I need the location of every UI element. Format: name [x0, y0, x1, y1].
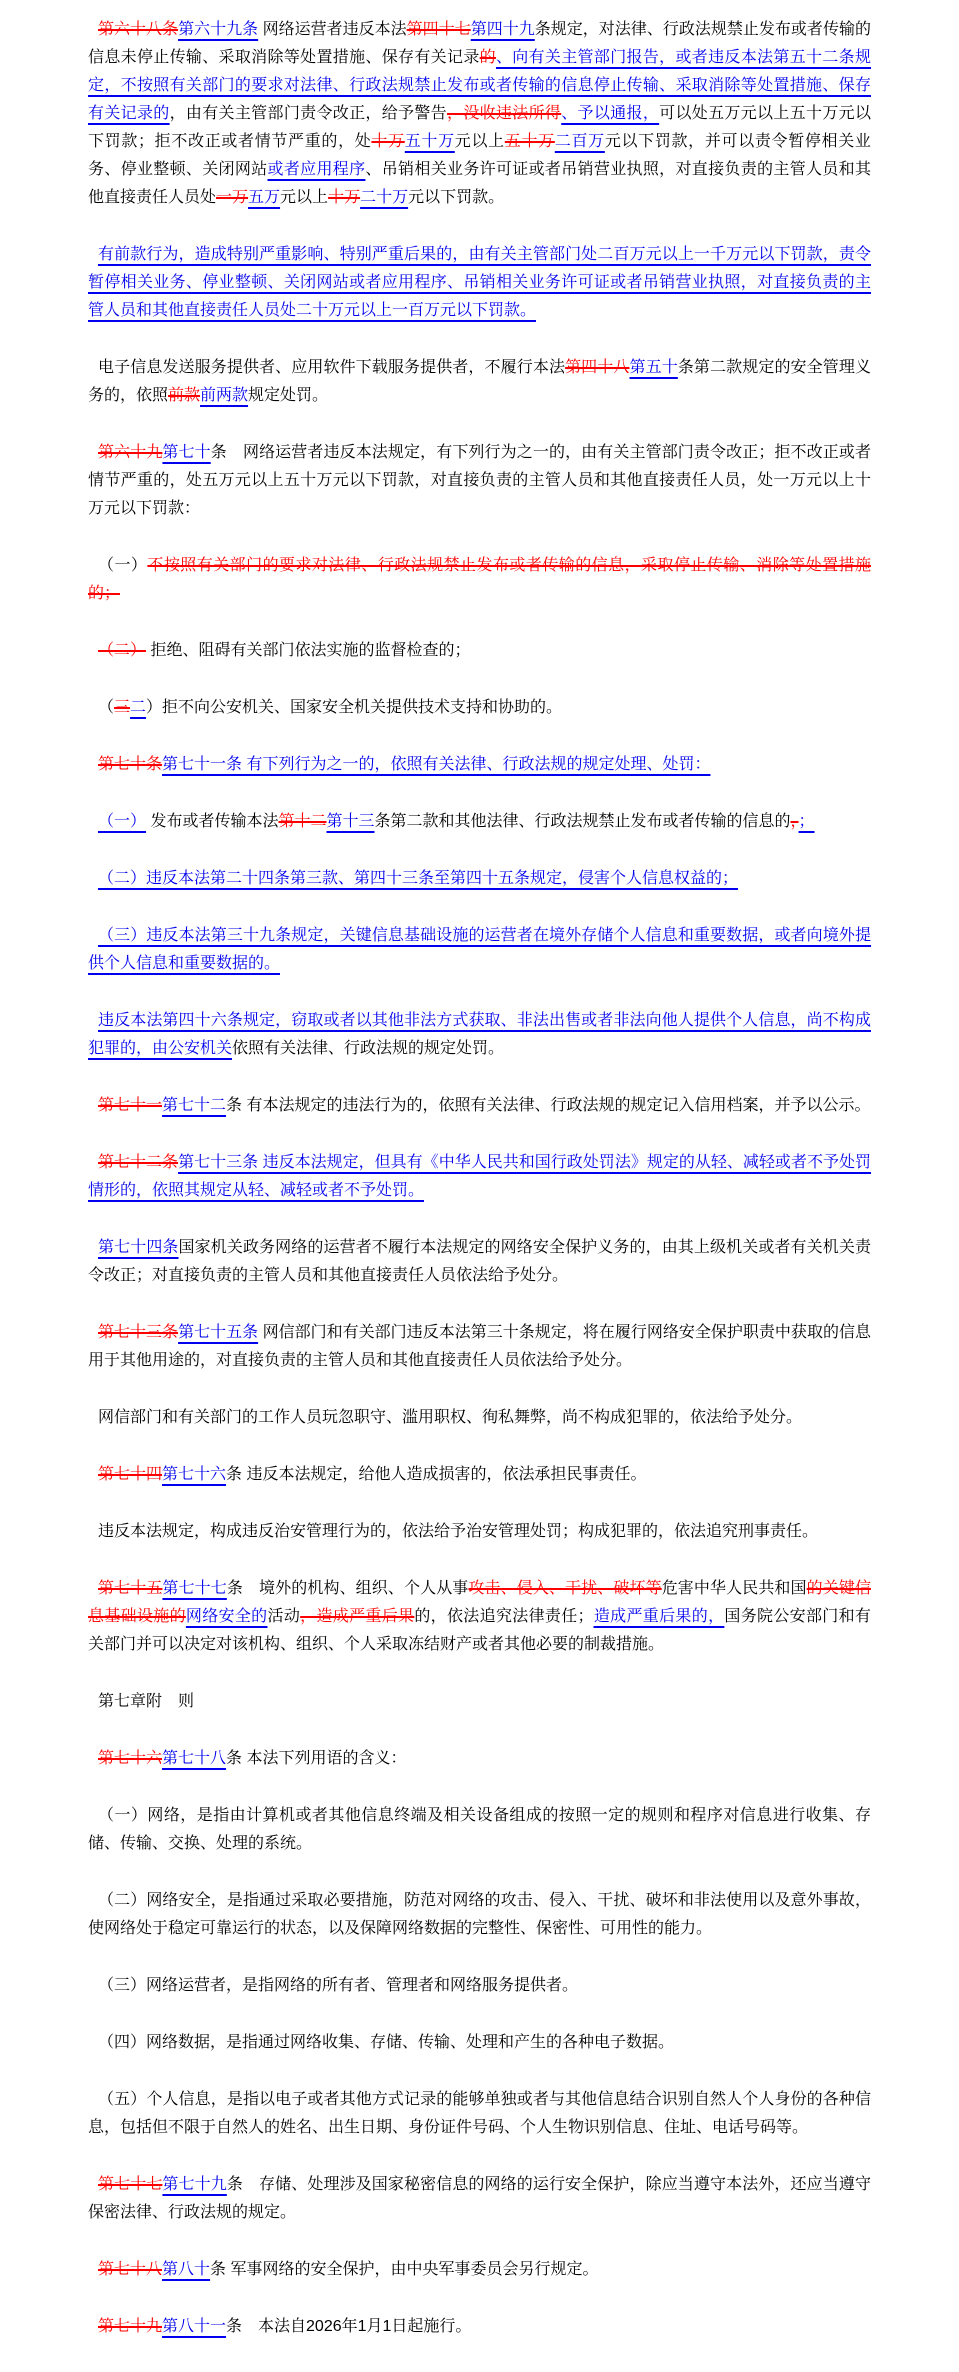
inserted-text: 第七十一条 有下列行为之一的，依照有关法律、行政法规的规定处理、处罚：	[162, 756, 711, 773]
deleted-text: 一万	[216, 189, 249, 206]
paragraph	[88, 1518, 871, 1546]
inserted-text: 、向有关主管部门报告，或者违反本法第五十二条规定，不按照有关部门的要求对法律、行政法规禁止发布或者传输的信息停止传输、采取消除等处置措施、保存有关记录的	[88, 49, 871, 122]
inserted-text: 第七十五条	[178, 1324, 259, 1341]
inserted-text: 第八十一	[162, 2318, 227, 2335]
inserted-text: 、予以通报，	[561, 105, 660, 122]
deleted-text: 第七十七	[98, 2176, 163, 2193]
deleted-text: 三	[114, 699, 131, 716]
paragraph	[88, 808, 871, 836]
paragraph	[88, 2029, 871, 2057]
text-run: 条 违反本法规定，给他人造成损害的，依法承担民事责任。	[226, 1466, 647, 1483]
text-run: 元以上	[454, 133, 505, 150]
text-run: 的，依法追究法律责任；	[414, 1608, 594, 1625]
paragraph	[88, 694, 871, 722]
paragraph	[88, 1745, 871, 1773]
paragraph	[88, 1575, 871, 1659]
inserted-text: 第七十九	[162, 2176, 227, 2193]
inserted-text: 第五十	[629, 359, 678, 376]
deleted-text: 第七十条	[98, 756, 163, 773]
paragraph	[88, 1802, 871, 1858]
text-run: 条 本法自2026年1月1日起施行。	[226, 2318, 472, 2335]
inserted-text: 第七十八	[162, 1750, 227, 1767]
text-run: 拒绝、阻碍有关部门依法实施的监督检查的；	[146, 642, 471, 659]
paragraph	[88, 552, 871, 608]
text-run: 危害中华人民共和国	[661, 1580, 807, 1597]
paragraph	[88, 1688, 871, 1716]
text-run: （四）网络数据，是指通过网络收集、存储、传输、处理和产生的各种电子数据。	[98, 2034, 675, 2051]
inserted-text: 第七十六	[162, 1466, 227, 1483]
inserted-text: 五十万	[404, 133, 455, 150]
text-run: 第七章附 则	[98, 1693, 195, 1710]
text-run: 网信部门和有关部门违反本法第三十条规定，将在履行网络安全保护职责中获取的信息用于其他用途的，对直接负责的主管人员和其他直接责任人员依法给予处分。	[88, 1324, 871, 1369]
text-run: （二）网络安全，是指通过采取必要措施，防范对网络的攻击、侵入、干扰、破坏和非法使用以及意外事故，使网络处于稳定可靠运行的状态，以及保障网络数据的完整性、保密性、可用性的能力。	[88, 1892, 871, 1937]
paragraph	[88, 865, 871, 893]
deleted-text: ，	[790, 813, 799, 830]
text-run: 条 存储、处理涉及国家秘密信息的网络的运行安全保护，除应当遵守本法外，还应当遵守保密法律、行政法规的规定。	[88, 2176, 871, 2221]
text-run: 条 网络运营者违反本法规定，有下列行为之一的，由有关主管部门责令改正；拒不改正或者情节严重的，处五万元以上五十万元以下罚款，对直接负责的主管人员和其他直接责任人员，处一万元以上十万元以下罚款：	[88, 444, 871, 517]
document-body	[88, 16, 871, 2341]
deleted-text: 第六十八条	[98, 21, 179, 38]
inserted-text: 违反本法第四十六条规定，窃取或者以其他非法方式获取、非法出售或者非法向他人提供个人信息，尚不构成犯罪的，由公安机关	[88, 1012, 871, 1057]
text-run: 条 本法下列用语的含义：	[226, 1750, 407, 1767]
inserted-text: 五万	[248, 189, 281, 206]
deleted-text: 十万	[371, 133, 405, 150]
text-run: （一）网络，是指由计算机或者其他信息终端及相关设备组成的按照一定的规则和程序对信息进行收集、存储、传输、交换、处理的系统。	[88, 1807, 871, 1852]
text-run: 发布或者传输本法	[146, 813, 279, 830]
text-run: 元以上	[280, 189, 329, 206]
deleted-text: 第七十四	[98, 1466, 163, 1483]
deleted-text: 前款	[168, 387, 201, 404]
inserted-text: （二）违反本法第二十四条第三款、第四十三条至第四十五条规定，侵害个人信息权益的；	[98, 870, 739, 887]
paragraph	[88, 2171, 871, 2227]
text-run: ）拒不向公安机关、国家安全机关提供技术支持和协助的。	[146, 699, 563, 716]
paragraph	[88, 1404, 871, 1432]
deleted-text: 十万	[328, 189, 361, 206]
deleted-text: 第四十七	[406, 21, 471, 38]
text-run: 国家机关政务网络的运营者不履行本法规定的网络安全保护义务的，由其上级机关或者有关机关责令改正；对直接负责的主管人员和其他直接责任人员依法给予处分。	[88, 1239, 871, 1284]
text-run: 可以处五万元以上五十万元以下罚款；拒不改正或者情节严重的，处	[88, 105, 871, 150]
deleted-text: 攻击、侵入、干扰、破坏等	[468, 1580, 662, 1597]
inserted-text: （一）	[98, 813, 147, 830]
paragraph	[88, 241, 871, 325]
paragraph	[88, 1234, 871, 1290]
paragraph	[88, 1972, 871, 2000]
paragraph	[88, 1149, 871, 1205]
paragraph	[88, 1319, 871, 1375]
text-run: 条 境外的机构、组织、个人从事	[226, 1580, 469, 1597]
paragraph	[88, 922, 871, 978]
text-run: 违反本法规定，构成违反治安管理行为的，依法给予治安管理处罚；构成犯罪的，依法追究刑事责任。	[98, 1523, 819, 1540]
paragraph	[88, 439, 871, 523]
inserted-text: 或者应用程序	[267, 161, 366, 178]
inserted-text: 第七十三条 违反本法规定，但具有《中华人民共和国行政处罚法》规定的从轻、减轻或者不予处罚情形的，依照其规定从轻、减轻或者不予处罚。	[88, 1154, 871, 1199]
inserted-text: 第六十九条	[178, 21, 259, 38]
paragraph	[88, 1461, 871, 1489]
text-run: 条第二款规定的安全管理义务的，依照	[88, 359, 871, 404]
deleted-text: 第六十九	[98, 444, 163, 461]
inserted-text: 前两款	[200, 387, 249, 404]
text-run: 条第二款和其他法律、行政法规禁止发布或者传输的信息的	[374, 813, 791, 830]
paragraph	[88, 637, 871, 665]
inserted-text: 第十三	[326, 813, 375, 830]
text-run: 元以下罚款。	[408, 189, 505, 206]
deleted-text: 第七十八	[98, 2261, 163, 2278]
deleted-text: 的	[479, 49, 496, 66]
deleted-text: ，没收违法所得	[447, 105, 562, 122]
deleted-text: 第七十六	[98, 1750, 163, 1767]
deleted-text: ，造成严重后果	[300, 1608, 415, 1625]
paragraph	[88, 2313, 871, 2341]
deleted-text: 第十二	[278, 813, 327, 830]
text-run: （一）	[98, 557, 148, 574]
paragraph	[88, 2256, 871, 2284]
inserted-text: 第七十二	[162, 1097, 227, 1114]
text-run: 依照有关法律、行政法规的规定处罚。	[232, 1040, 505, 1057]
text-run: 元以下罚款，并可以责令暂停相关业务、停业整顿、关闭网站	[88, 133, 871, 178]
inserted-text: 第七十七	[162, 1580, 227, 1597]
paragraph	[88, 16, 871, 212]
text-run: ，由有关主管部门责令改正，给予警告	[169, 105, 447, 122]
text-run: 网络运营者违反本法	[258, 21, 407, 38]
deleted-text: （二）	[98, 642, 147, 659]
text-run: （	[98, 699, 115, 716]
paragraph	[88, 751, 871, 779]
text-run: （三）网络运营者，是指网络的所有者、管理者和网络服务提供者。	[98, 1977, 579, 1994]
paragraph	[88, 1092, 871, 1120]
inserted-text: 二十万	[360, 189, 409, 206]
inserted-text: 第七十四条	[98, 1239, 179, 1256]
text-run: （五）个人信息，是指以电子或者其他方式记录的能够单独或者与其他信息结合识别自然人个人身份的各种信息，包括但不限于自然人的姓名、出生日期、身份证件号码、个人生物识别信息、住址、电话号码等。	[88, 2091, 871, 2136]
text-run: 条 有本法规定的违法行为的，依照有关法律、行政法规的规定记入信用档案，并予以公示。	[226, 1097, 871, 1114]
deleted-text: 五十万	[504, 133, 555, 150]
deleted-text: 第七十九	[98, 2318, 163, 2335]
deleted-text: 第四十八	[565, 359, 630, 376]
text-run: 条 军事网络的安全保护，由中央军事委员会另行规定。	[210, 2261, 599, 2278]
inserted-text: 第八十	[162, 2261, 211, 2278]
deleted-text: 不按照有关部门的要求对法律、行政法规禁止发布或者传输的信息，采取停止传输、消除等处置措施的；	[88, 557, 871, 602]
inserted-text: ；	[798, 813, 815, 830]
text-run: 电子信息发送服务提供者、应用软件下载服务提供者，不履行本法	[98, 359, 566, 376]
inserted-text: 二百万	[554, 133, 605, 150]
paragraph	[88, 1887, 871, 1943]
inserted-text: 有前款行为，造成特别严重影响、特别严重后果的，由有关主管部门处二百万元以上一千万元以下罚款，责令暂停相关业务、停业整顿、关闭网站或者应用程序、吊销相关业务许可证或者吊销营业执照，对直接负责的主管人员和其他直接责任人员处二十万元以上一百万元以下罚款。	[88, 246, 871, 319]
inserted-text: 造成严重后果的，	[593, 1608, 725, 1625]
paragraph	[88, 354, 871, 410]
deleted-text: 第七十一	[98, 1097, 163, 1114]
text-run: 活动	[267, 1608, 301, 1625]
inserted-text: 第七十	[162, 444, 211, 461]
deleted-text: 的关键信息基础设施的	[88, 1580, 871, 1625]
text-run: 国务院公安部门和有关部门并可以决定对该机构、组织、个人采取冻结财产或者其他必要的制裁措施。	[88, 1608, 871, 1653]
deleted-text: 第七十五	[98, 1580, 163, 1597]
paragraph	[88, 1007, 871, 1063]
inserted-text: （三）违反本法第三十九条规定，关键信息基础设施的运营者在境外存储个人信息和重要数据，或者向境外提供个人信息和重要数据的。	[88, 927, 871, 972]
paragraph	[88, 2086, 871, 2142]
deleted-text: 第七十二条	[98, 1154, 179, 1171]
text-run: 网信部门和有关部门的工作人员玩忽职守、滥用职权、徇私舞弊，尚不构成犯罪的，依法给予处分。	[98, 1409, 803, 1426]
inserted-text: 二	[130, 699, 147, 716]
text-run: 规定处罚。	[248, 387, 329, 404]
text-run: 条规定，对法律、行政法规禁止发布或者传输的信息未停止传输、采取消除等处置措施、保存有关记录	[88, 21, 871, 66]
text-run: 、吊销相关业务许可证或者吊销营业执照，对直接负责的主管人员和其他直接责任人员处	[88, 161, 871, 206]
inserted-text: 网络安全的	[185, 1608, 268, 1625]
inserted-text: 第四十九	[470, 21, 535, 38]
deleted-text: 第七十三条	[98, 1324, 179, 1341]
